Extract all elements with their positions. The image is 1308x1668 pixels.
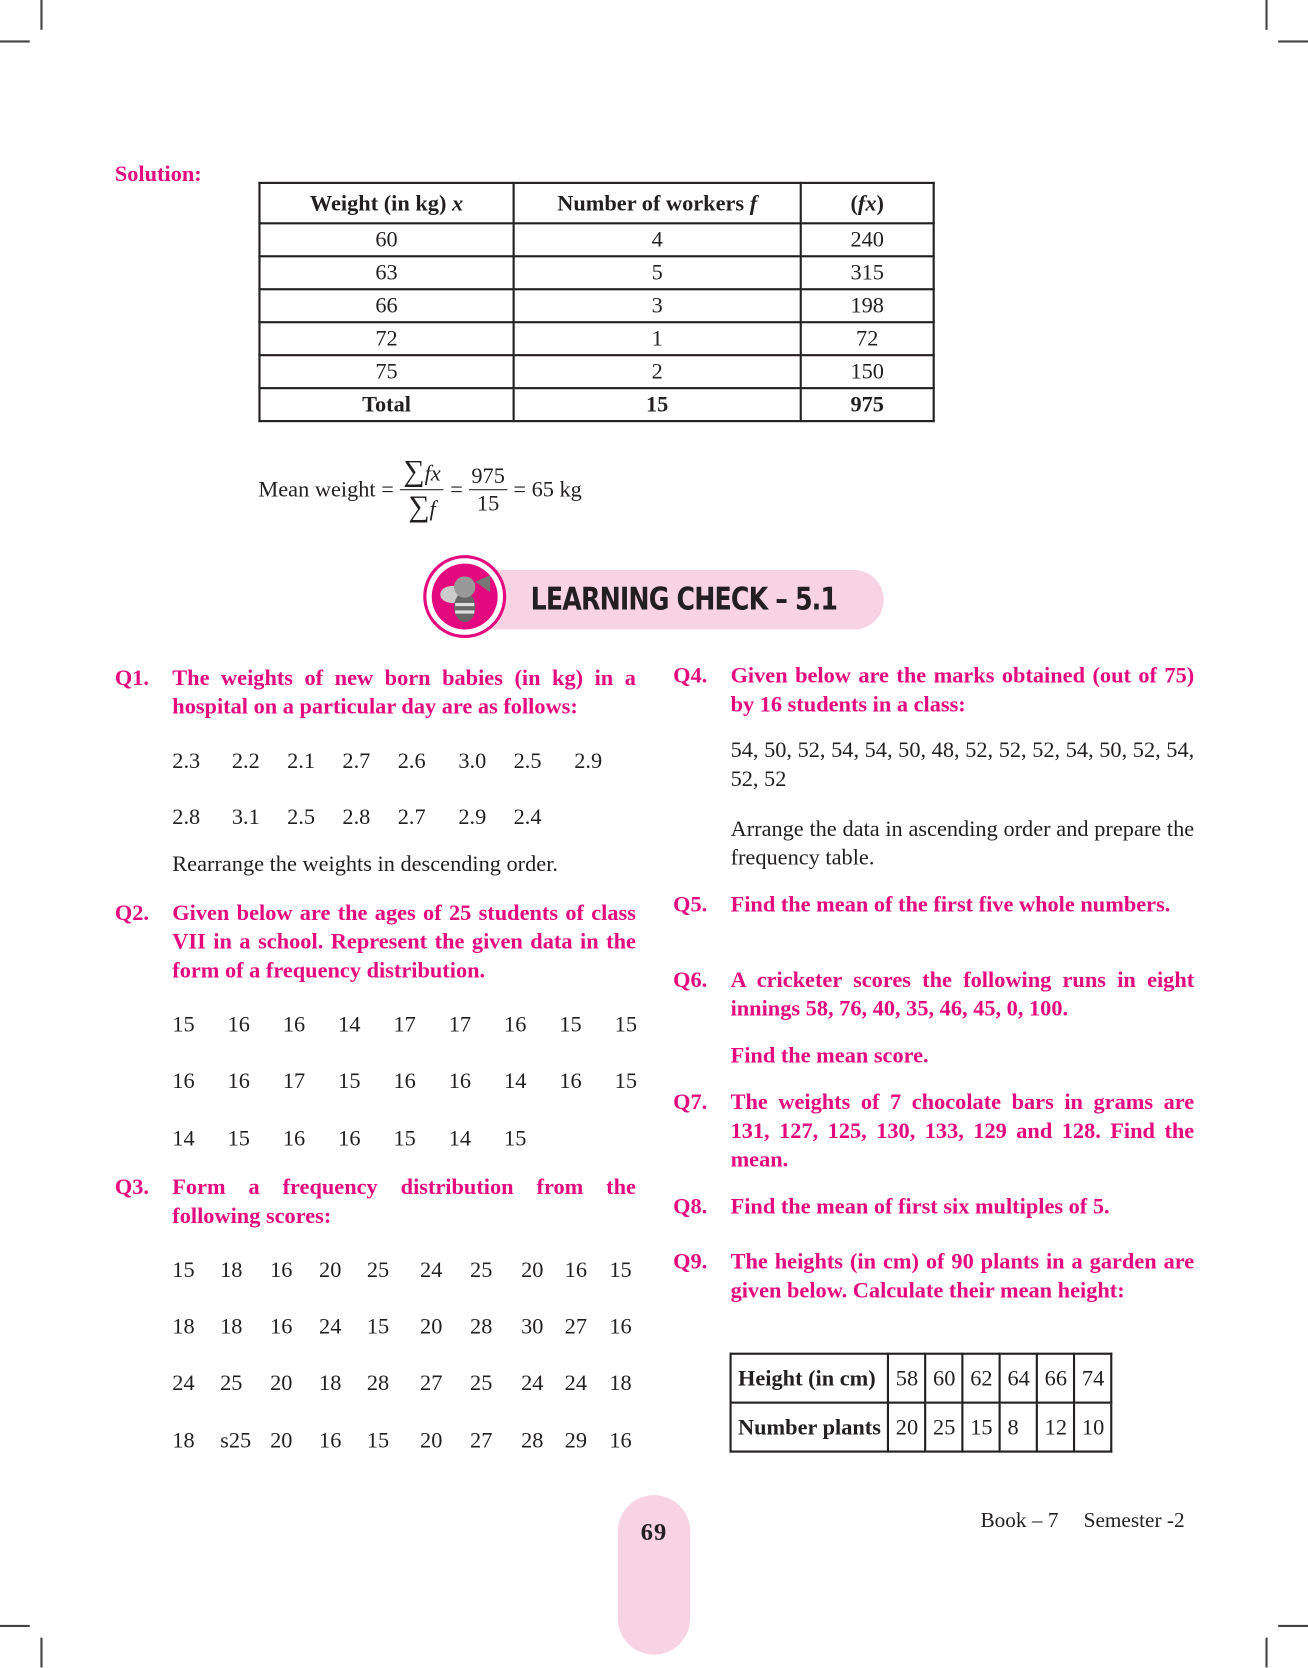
cell: 58	[888, 1354, 925, 1403]
solution-label: Solution:	[114, 160, 202, 187]
page-number-tab	[618, 1495, 690, 1655]
q4-instruction: Arrange the data in ascending order and prepare the frequency table.	[730, 815, 1195, 870]
page-number: 69	[640, 1518, 668, 1546]
header-fx: (fx)	[801, 183, 934, 223]
cell: 12	[1037, 1403, 1074, 1452]
cell: Total	[259, 388, 513, 421]
cell: 15	[514, 388, 801, 421]
question-2: Q2. Given below are the ages of 25 students of class VII in a school. Represent the given data in the form of a frequency distribution.	[114, 899, 636, 983]
mean-formula: Mean weight = $\frac{\sum fx}{\sum f}$ = $\frac{975}{15}$ = 65 kg	[258, 454, 582, 523]
q1-data-row: 2.3 2.2 2.1 2.7 2.6 3.0 2.5 2.9	[172, 747, 603, 774]
cell: 66	[1037, 1354, 1074, 1403]
crop-mark	[1265, 1638, 1267, 1668]
q2-data-row: 14 15 16 16 15 14 15	[172, 1125, 527, 1151]
question-8: Q8. Find the mean of first six multiples of 5.	[673, 1193, 1110, 1219]
cell: 60	[926, 1354, 963, 1403]
table-row	[259, 355, 933, 388]
q1-data-row: 2.8 3.1 2.5 2.8 2.7 2.9 2.4	[172, 803, 542, 830]
question-4: Q4. Given below are the marks obtained (out of 75) by 16 students in a class:	[673, 662, 1195, 717]
cell: 74	[1074, 1354, 1111, 1403]
crop-mark	[40, 0, 42, 30]
q6-instruction: Find the mean score.	[730, 1042, 929, 1068]
cell: Height (in cm)	[731, 1354, 889, 1403]
crop-mark	[40, 1638, 42, 1668]
cell: 64	[1000, 1354, 1037, 1403]
cell: 2	[514, 355, 801, 388]
cell: 4	[514, 223, 801, 256]
cell: 8	[1000, 1403, 1037, 1452]
cell: Number plants	[731, 1403, 889, 1452]
crop-mark	[1265, 0, 1267, 30]
cell: 60	[259, 223, 513, 256]
question-3: Q3. Form a frequency distribution from the following scores:	[114, 1174, 636, 1229]
q3-data-row: 18 s25 20 16 15 20 27 28 29 16	[172, 1427, 632, 1453]
q2-data-row: 16 16 17 15 16 16 14 16 15	[172, 1067, 637, 1094]
crop-mark	[0, 40, 30, 42]
cell: 150	[801, 355, 934, 388]
cell: 75	[259, 355, 513, 388]
cell: 975	[801, 388, 934, 421]
bee-mascot-icon	[423, 555, 506, 638]
crop-mark	[1278, 1625, 1308, 1627]
cell: 15	[963, 1403, 1000, 1452]
table-row	[259, 322, 933, 355]
solution-table	[258, 182, 934, 422]
cell: 5	[514, 256, 801, 289]
header-weight: Weight (in kg) x	[259, 183, 513, 223]
question-1: Q1. The weights of new born babies (in kg) in a hospital on a particular day are as follows:	[114, 664, 636, 719]
q1-instruction: Rearrange the weights in descending order.	[172, 850, 558, 877]
question-5: Q5. Find the mean of the first five whole numbers.	[673, 891, 1171, 917]
total-row	[259, 388, 933, 421]
q3-data-row: 18 18 16 24 15 20 28 30 27 16	[172, 1313, 632, 1339]
q3-data-row: 15 18 16 20 25 24 25 20 16 15	[172, 1256, 632, 1283]
semester-label: Semester -2	[1083, 1508, 1185, 1533]
header-workers: Number of workers f	[514, 183, 801, 223]
table-row	[731, 1403, 1112, 1452]
q2-data-row: 15 16 16 14 17 17 16 15 15	[172, 1011, 637, 1037]
cell: 25	[926, 1403, 963, 1452]
heights-table	[729, 1353, 1112, 1453]
cell: 62	[963, 1354, 1000, 1403]
crop-mark	[1278, 40, 1308, 42]
cell: 66	[259, 289, 513, 322]
cell: 20	[888, 1403, 925, 1452]
cell: 72	[259, 322, 513, 355]
cell: 10	[1074, 1403, 1111, 1452]
mean-label: Mean weight =	[258, 475, 394, 502]
cell: 315	[801, 256, 934, 289]
banner-title: LEARNING CHECK – 5.1	[530, 580, 838, 617]
question-6: Q6. A cricketer scores the following runs in eight innings 58, 76, 40, 35, 46, 45, 0, 100.	[673, 966, 1195, 1021]
table-row	[259, 289, 933, 322]
question-9: Q9. The heights (in cm) of 90 plants in a garden are given below. Calculate their mean height:	[673, 1248, 1195, 1303]
cell: 198	[801, 289, 934, 322]
table-row	[259, 223, 933, 256]
question-7: Q7. The weights of 7 chocolate bars in grams are 131, 127, 125, 130, 133, 129 and 128. Find the mean.	[673, 1088, 1195, 1172]
cell: 3	[514, 289, 801, 322]
cell: 72	[801, 322, 934, 355]
cell: 1	[514, 322, 801, 355]
book-label: Book – 7	[980, 1508, 1059, 1533]
cell: 63	[259, 256, 513, 289]
crop-mark	[0, 1625, 30, 1627]
table-row	[259, 256, 933, 289]
q4-data: 54, 50, 52, 54, 54, 50, 48, 52, 52, 52, 54, 50, 52, 54, 52, 52	[730, 736, 1195, 792]
table-row	[731, 1354, 1112, 1403]
cell: 240	[801, 223, 934, 256]
q3-data-row: 24 25 20 18 28 27 25 24 24 18	[172, 1369, 632, 1396]
learning-check-banner	[484, 570, 884, 630]
